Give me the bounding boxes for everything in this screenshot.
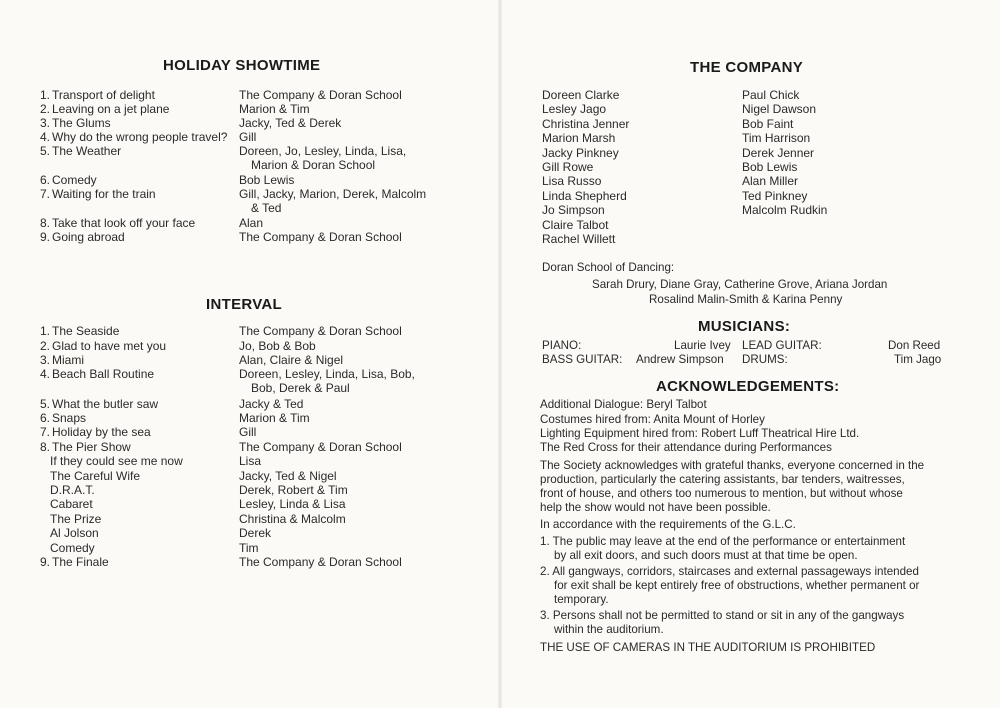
item-title: Comedy — [50, 541, 95, 555]
item-title: Going abroad — [52, 230, 125, 244]
company-member: Doreen Clarke — [542, 88, 620, 102]
glc-note: In accordance with the requirements of the G.L.C. — [540, 518, 796, 531]
item-title: The Weather — [52, 144, 122, 158]
thanks-line-3: front of house, and others too numerous to mention, but without whose — [540, 487, 903, 500]
item-performers: Derek, Robert & Tim — [239, 483, 348, 497]
item-number: 4. — [39, 130, 50, 144]
rule-2-line-3: temporary. — [554, 593, 609, 606]
rule-1-line-2: by all exit doors, and such doors must at that time be open. — [554, 549, 858, 562]
item-number: 9. — [39, 555, 50, 569]
item-title: If they could see me now — [50, 454, 183, 468]
item-performers: Doreen, Lesley, Linda, Lisa, Bob, — [239, 367, 415, 381]
item-title: Miami — [52, 353, 84, 367]
rule-2-line-1: 2. All gangways, corridors, staircases and external passageways intended — [540, 565, 919, 578]
piano-name: Laurie Ivey — [674, 339, 731, 352]
left-panel — [0, 0, 498, 708]
item-performers: The Company & Doran School — [239, 440, 402, 454]
item-title: The Pier Show — [52, 440, 131, 454]
doran-school-names-line-1: Sarah Drury, Diane Gray, Catherine Grove, Ariana Jordan — [592, 278, 888, 291]
company-member: Gill Rowe — [542, 160, 594, 174]
acknowledgements-heading: ACKNOWLEDGEMENTS: — [656, 378, 840, 395]
item-title: Snaps — [52, 411, 87, 425]
item-performers: Marion & Tim — [239, 411, 310, 425]
item-performers: Doreen, Jo, Lesley, Linda, Lisa, — [239, 144, 407, 158]
acknowledgement-line: The Red Cross for their attendance during Performances — [540, 441, 832, 454]
company-member: Paul Chick — [742, 88, 800, 102]
item-performers: The Company & Doran School — [239, 555, 402, 569]
piano-label: PIANO: — [542, 339, 582, 352]
item-performers-cont: Bob, Derek & Paul — [251, 381, 350, 396]
company-member: Ted Pinkney — [742, 188, 808, 203]
item-performers: Jacky, Ted & Derek — [239, 116, 342, 130]
bass-guitar-name: Andrew Simpson — [636, 353, 724, 366]
item-title: The Glums — [52, 116, 111, 130]
company-member: Alan Miller — [742, 174, 799, 189]
company-member: Marion Marsh — [542, 131, 616, 146]
item-number: 2. — [39, 102, 50, 116]
item-number: 6. — [39, 173, 50, 187]
item-title: The Prize — [50, 512, 102, 526]
doran-school-names-line-2: Rosalind Malin-Smith & Karina Penny — [649, 293, 843, 306]
company-member: Bob Faint — [742, 116, 794, 131]
lead-guitar-name: Don Reed — [888, 339, 941, 352]
item-performers: The Company & Doran School — [239, 88, 402, 102]
item-performers: Alan — [239, 216, 264, 230]
item-performers: The Company & Doran School — [239, 230, 402, 244]
item-number: 2. — [39, 339, 50, 353]
item-performers-cont: Marion & Doran School — [251, 158, 376, 173]
item-performers: Bob Lewis — [239, 173, 295, 187]
item-number: 8. — [39, 440, 50, 454]
item-title: The Seaside — [52, 324, 120, 338]
bass-guitar-label: BASS GUITAR: — [542, 353, 623, 366]
item-performers: Gill — [239, 130, 257, 144]
item-performers: Alan, Claire & Nigel — [239, 353, 344, 367]
item-title: The Careful Wife — [50, 469, 141, 483]
company-heading: THE COMPANY — [690, 59, 804, 76]
item-title: Holiday by the sea — [52, 425, 151, 439]
company-member: Nigel Dawson — [742, 102, 817, 117]
company-member: Tim Harrison — [742, 131, 811, 146]
item-performers: Tim — [239, 541, 259, 555]
item-number: 4. — [39, 367, 50, 381]
item-title: Why do the wrong people travel? — [52, 130, 228, 144]
item-number: 3. — [39, 353, 50, 367]
company-member: Lisa Russo — [542, 174, 602, 189]
item-number: 7. — [39, 425, 50, 439]
item-performers: Lisa — [239, 454, 262, 468]
rule-1-line-1: 1. The public may leave at the end of the performance or entertainment — [540, 535, 906, 548]
lead-guitar-label: LEAD GUITAR: — [742, 339, 822, 352]
item-number: 8. — [39, 216, 50, 230]
item-title: Al Jolson — [50, 526, 99, 540]
company-member: Derek Jenner — [742, 145, 815, 160]
item-number: 5. — [39, 397, 50, 411]
doran-school-label: Doran School of Dancing: — [542, 261, 675, 274]
right-panel — [502, 0, 1000, 708]
item-title: Transport of delight — [52, 88, 155, 102]
item-performers-cont: & Ted — [251, 201, 282, 216]
company-member: Claire Talbot — [542, 217, 609, 232]
item-number: 6. — [39, 411, 50, 425]
company-member: Lesley Jago — [542, 102, 607, 117]
item-performers: Gill — [239, 425, 257, 439]
company-member: Jacky Pinkney — [542, 145, 619, 160]
acknowledgement-line: Lighting Equipment hired from: Robert Luff Theatrical Hire Ltd. — [540, 427, 860, 440]
holiday-showtime-heading: HOLIDAY SHOWTIME — [163, 57, 321, 74]
item-performers: Marion & Tim — [239, 102, 310, 116]
drums-name: Tim Jago — [894, 353, 942, 366]
thanks-line-1: The Society acknowledges with grateful thanks, everyone concerned in the — [540, 459, 925, 472]
thanks-line-2: production, particularly the catering assistants, bar tenders, waitresses, — [540, 473, 905, 486]
item-number: 1. — [39, 324, 50, 338]
thanks-line-4: help the show would not have been possible. — [540, 501, 771, 514]
company-member: Malcolm Rudkin — [742, 203, 828, 218]
item-title: Waiting for the train — [52, 187, 156, 201]
item-performers: Jacky & Ted — [239, 397, 304, 411]
company-member: Jo Simpson — [542, 203, 605, 218]
item-performers: Gill, Jacky, Marion, Derek, Malcolm — [239, 187, 427, 201]
item-performers: Derek — [239, 526, 272, 540]
item-title: Glad to have met you — [52, 339, 167, 353]
item-title: D.R.A.T. — [50, 483, 95, 497]
rule-2-line-2: for exit shall be kept entirely free of obstructions, whether permanent or — [554, 579, 920, 592]
item-performers: Jacky, Ted & Nigel — [239, 469, 337, 483]
item-number: 9. — [39, 230, 50, 244]
acknowledgement-line: Costumes hired from: Anita Mount of Horley — [540, 413, 765, 426]
cameras-notice: THE USE OF CAMERAS IN THE AUDITORIUM IS PROHIBITED — [540, 641, 876, 654]
rule-3-line-2: within the auditorium. — [554, 623, 664, 636]
rule-3-line-1: 3. Persons shall not be permitted to stand or sit in any of the gangways — [540, 609, 905, 622]
interval-heading: INTERVAL — [206, 296, 283, 313]
drums-label: DRUMS: — [742, 353, 788, 366]
item-performers: The Company & Doran School — [239, 324, 402, 338]
item-title: The Finale — [52, 555, 109, 569]
company-member: Linda Shepherd — [542, 188, 627, 203]
item-performers: Jo, Bob & Bob — [239, 339, 316, 353]
item-number: 3. — [39, 116, 50, 130]
item-number: 5. — [39, 144, 50, 158]
item-title: Leaving on a jet plane — [52, 102, 170, 116]
company-member: Rachel Willett — [542, 232, 616, 246]
company-member: Bob Lewis — [742, 160, 798, 174]
item-title: Comedy — [52, 173, 97, 187]
item-title: Beach Ball Routine — [52, 367, 155, 381]
acknowledgement-line: Additional Dialogue: Beryl Talbot — [540, 398, 707, 411]
musicians-heading: MUSICIANS: — [698, 318, 791, 335]
item-performers: Lesley, Linda & Lisa — [239, 497, 346, 511]
item-performers: Christina & Malcolm — [239, 512, 346, 526]
item-title: What the butler saw — [52, 397, 159, 411]
item-title: Take that look off your face — [52, 216, 196, 230]
item-number: 7. — [39, 187, 50, 201]
item-number: 1. — [39, 88, 50, 102]
item-title: Cabaret — [50, 497, 93, 511]
company-member: Christina Jenner — [542, 116, 630, 131]
